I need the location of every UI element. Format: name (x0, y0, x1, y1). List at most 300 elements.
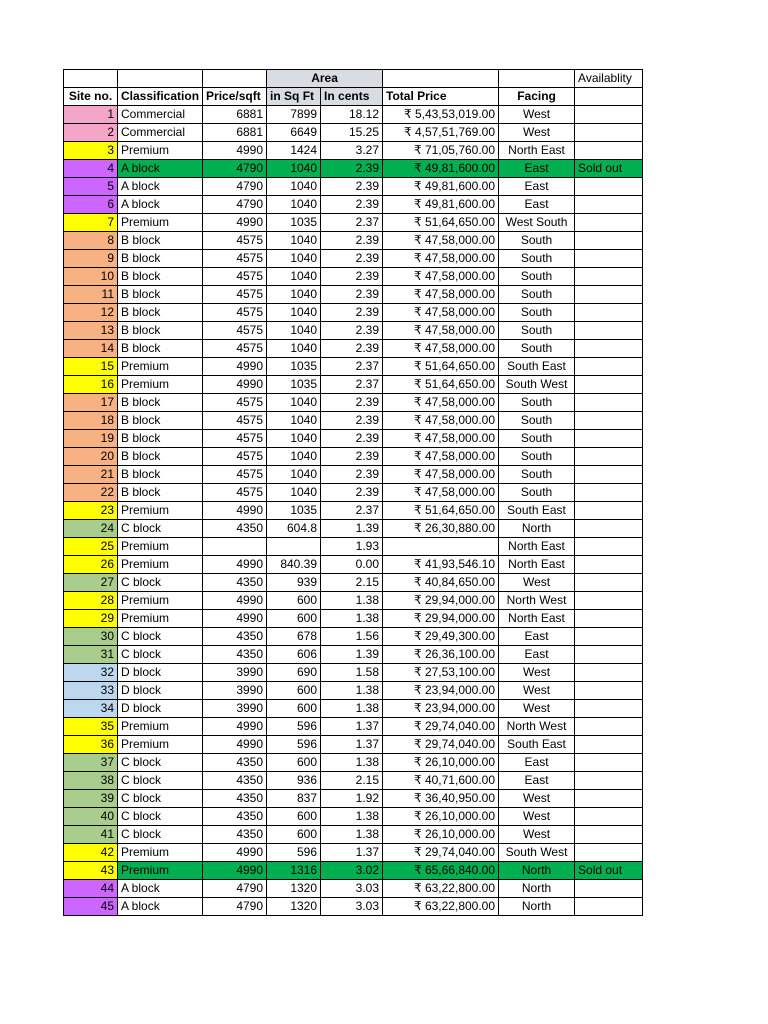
cell-availability[interactable] (575, 448, 643, 466)
cell-site-no[interactable]: 42 (64, 844, 118, 862)
cell-price-sqft[interactable]: 4350 (203, 646, 267, 664)
cell-site-no[interactable]: 10 (64, 268, 118, 286)
cell-availability[interactable] (575, 826, 643, 844)
cell-cents[interactable]: 1.38 (321, 808, 383, 826)
cell-sqft[interactable]: 1035 (267, 358, 321, 376)
cell-availability[interactable] (575, 376, 643, 394)
cell-site-no[interactable]: 8 (64, 232, 118, 250)
cell-site-no[interactable]: 4 (64, 160, 118, 178)
cell-sqft[interactable]: 1424 (267, 142, 321, 160)
cell-availability[interactable] (575, 394, 643, 412)
cell-site-no[interactable]: 26 (64, 556, 118, 574)
cell-availability[interactable] (575, 484, 643, 502)
cell-facing[interactable]: South West (499, 844, 575, 862)
cell-site-no[interactable]: 20 (64, 448, 118, 466)
cell-classification[interactable]: Premium (118, 736, 203, 754)
cell-total-price[interactable]: ₹ 29,74,040.00 (383, 718, 499, 736)
cell-price-sqft[interactable]: 4350 (203, 628, 267, 646)
cell-total-price[interactable]: ₹ 26,30,880.00 (383, 520, 499, 538)
cell-price-sqft[interactable]: 4990 (203, 214, 267, 232)
cell-total-price[interactable]: ₹ 47,58,000.00 (383, 250, 499, 268)
cell-site-no[interactable]: 29 (64, 610, 118, 628)
cell-facing[interactable]: North West (499, 718, 575, 736)
cell-availability[interactable] (575, 142, 643, 160)
header-blank-total[interactable] (383, 70, 499, 88)
cell-classification[interactable]: Commercial (118, 124, 203, 142)
cell-site-no[interactable]: 13 (64, 322, 118, 340)
cell-classification[interactable]: C block (118, 520, 203, 538)
cell-facing[interactable]: South (499, 466, 575, 484)
cell-availability[interactable] (575, 664, 643, 682)
cell-facing[interactable]: South (499, 484, 575, 502)
cell-classification[interactable]: B block (118, 430, 203, 448)
cell-site-no[interactable]: 19 (64, 430, 118, 448)
cell-classification[interactable]: D block (118, 664, 203, 682)
cell-classification[interactable]: Premium (118, 142, 203, 160)
cell-cents[interactable]: 1.92 (321, 790, 383, 808)
cell-site-no[interactable]: 41 (64, 826, 118, 844)
cell-total-price[interactable]: ₹ 29,49,300.00 (383, 628, 499, 646)
cell-sqft[interactable]: 6649 (267, 124, 321, 142)
cell-availability[interactable] (575, 808, 643, 826)
cell-facing[interactable]: North East (499, 142, 575, 160)
cell-facing[interactable]: South West (499, 376, 575, 394)
cell-sqft[interactable]: 1040 (267, 448, 321, 466)
cell-availability[interactable] (575, 430, 643, 448)
cell-price-sqft[interactable]: 4990 (203, 862, 267, 880)
cell-sqft[interactable]: 1040 (267, 232, 321, 250)
cell-availability[interactable] (575, 682, 643, 700)
cell-facing[interactable]: North East (499, 556, 575, 574)
cell-facing[interactable]: South East (499, 358, 575, 376)
cell-price-sqft[interactable]: 4790 (203, 880, 267, 898)
cell-classification[interactable]: Premium (118, 538, 203, 556)
cell-facing[interactable]: West (499, 106, 575, 124)
cell-cents[interactable]: 2.39 (321, 394, 383, 412)
cell-price-sqft[interactable]: 4790 (203, 898, 267, 916)
cell-price-sqft[interactable]: 4990 (203, 376, 267, 394)
cell-classification[interactable]: C block (118, 772, 203, 790)
cell-total-price[interactable]: ₹ 23,94,000.00 (383, 682, 499, 700)
cell-availability[interactable]: Sold out (575, 862, 643, 880)
cell-price-sqft[interactable]: 4990 (203, 736, 267, 754)
cell-site-no[interactable]: 44 (64, 880, 118, 898)
cell-price-sqft[interactable]: 4575 (203, 430, 267, 448)
cell-facing[interactable]: East (499, 178, 575, 196)
cell-total-price[interactable]: ₹ 29,94,000.00 (383, 592, 499, 610)
cell-price-sqft[interactable]: 4990 (203, 502, 267, 520)
cell-total-price[interactable]: ₹ 49,81,600.00 (383, 160, 499, 178)
cell-facing[interactable]: South (499, 448, 575, 466)
cell-total-price[interactable]: ₹ 29,74,040.00 (383, 736, 499, 754)
cell-site-no[interactable]: 43 (64, 862, 118, 880)
cell-site-no[interactable]: 45 (64, 898, 118, 916)
cell-cents[interactable]: 0.00 (321, 556, 383, 574)
cell-classification[interactable]: C block (118, 826, 203, 844)
cell-availability[interactable] (575, 520, 643, 538)
cell-availability[interactable] (575, 232, 643, 250)
cell-site-no[interactable]: 32 (64, 664, 118, 682)
cell-classification[interactable]: Premium (118, 556, 203, 574)
cell-availability[interactable] (575, 214, 643, 232)
cell-cents[interactable]: 2.37 (321, 214, 383, 232)
cell-sqft[interactable]: 1040 (267, 160, 321, 178)
cell-price-sqft[interactable]: 4350 (203, 790, 267, 808)
cell-availability[interactable] (575, 610, 643, 628)
cell-price-sqft[interactable]: 4990 (203, 610, 267, 628)
cell-price-sqft[interactable]: 4575 (203, 304, 267, 322)
header-blank-facing[interactable] (499, 70, 575, 88)
cell-price-sqft[interactable]: 4790 (203, 196, 267, 214)
cell-classification[interactable]: D block (118, 700, 203, 718)
cell-sqft[interactable]: 1040 (267, 322, 321, 340)
cell-availability[interactable] (575, 502, 643, 520)
cell-sqft[interactable]: 1040 (267, 430, 321, 448)
cell-site-no[interactable]: 34 (64, 700, 118, 718)
cell-cents[interactable]: 1.38 (321, 610, 383, 628)
cell-price-sqft[interactable]: 4350 (203, 808, 267, 826)
cell-cents[interactable]: 1.38 (321, 592, 383, 610)
header-blank-site[interactable] (64, 70, 118, 88)
cell-site-no[interactable]: 7 (64, 214, 118, 232)
cell-sqft[interactable]: 1040 (267, 178, 321, 196)
cell-price-sqft[interactable]: 4990 (203, 142, 267, 160)
header-blank-price[interactable] (203, 70, 267, 88)
cell-sqft[interactable]: 1040 (267, 340, 321, 358)
cell-sqft[interactable]: 600 (267, 610, 321, 628)
cell-sqft[interactable]: 1035 (267, 502, 321, 520)
cell-sqft[interactable]: 939 (267, 574, 321, 592)
cell-site-no[interactable]: 25 (64, 538, 118, 556)
cell-total-price[interactable]: ₹ 63,22,800.00 (383, 880, 499, 898)
cell-classification[interactable]: Premium (118, 862, 203, 880)
cell-total-price[interactable]: ₹ 4,57,51,769.00 (383, 124, 499, 142)
cell-cents[interactable]: 1.93 (321, 538, 383, 556)
cell-availability[interactable] (575, 898, 643, 916)
cell-sqft[interactable]: 837 (267, 790, 321, 808)
cell-sqft[interactable]: 7899 (267, 106, 321, 124)
cell-cents[interactable]: 2.39 (321, 232, 383, 250)
cell-price-sqft[interactable]: 6881 (203, 124, 267, 142)
cell-total-price[interactable]: ₹ 51,64,650.00 (383, 358, 499, 376)
cell-price-sqft[interactable]: 6881 (203, 106, 267, 124)
cell-total-price[interactable]: ₹ 51,64,650.00 (383, 376, 499, 394)
cell-availability[interactable] (575, 196, 643, 214)
cell-sqft[interactable]: 596 (267, 844, 321, 862)
cell-sqft[interactable]: 840.39 (267, 556, 321, 574)
cell-availability[interactable]: Sold out (575, 160, 643, 178)
cell-site-no[interactable]: 33 (64, 682, 118, 700)
cell-site-no[interactable]: 3 (64, 142, 118, 160)
cell-availability[interactable] (575, 790, 643, 808)
cell-classification[interactable]: Premium (118, 358, 203, 376)
cell-sqft[interactable]: 678 (267, 628, 321, 646)
cell-sqft[interactable]: 1040 (267, 304, 321, 322)
cell-total-price[interactable]: ₹ 47,58,000.00 (383, 430, 499, 448)
cell-price-sqft[interactable]: 4990 (203, 556, 267, 574)
cell-cents[interactable]: 2.39 (321, 286, 383, 304)
cell-cents[interactable]: 1.39 (321, 646, 383, 664)
cell-availability[interactable] (575, 628, 643, 646)
header-blank-class[interactable] (118, 70, 203, 88)
cell-facing[interactable]: West South (499, 214, 575, 232)
cell-classification[interactable]: A block (118, 898, 203, 916)
cell-site-no[interactable]: 9 (64, 250, 118, 268)
cell-facing[interactable]: South (499, 286, 575, 304)
cell-facing[interactable]: West (499, 808, 575, 826)
cell-sqft[interactable]: 600 (267, 700, 321, 718)
cell-cents[interactable]: 2.39 (321, 304, 383, 322)
cell-site-no[interactable]: 38 (64, 772, 118, 790)
cell-classification[interactable]: C block (118, 790, 203, 808)
cell-cents[interactable]: 2.39 (321, 322, 383, 340)
cell-price-sqft[interactable]: 4575 (203, 466, 267, 484)
cell-cents[interactable]: 2.39 (321, 268, 383, 286)
header-classification[interactable]: Classification (118, 88, 203, 106)
cell-facing[interactable]: South (499, 322, 575, 340)
cell-site-no[interactable]: 39 (64, 790, 118, 808)
cell-availability[interactable] (575, 646, 643, 664)
cell-price-sqft[interactable]: 4575 (203, 412, 267, 430)
cell-classification[interactable]: A block (118, 196, 203, 214)
cell-site-no[interactable]: 12 (64, 304, 118, 322)
cell-total-price[interactable]: ₹ 49,81,600.00 (383, 178, 499, 196)
cell-classification[interactable]: B block (118, 466, 203, 484)
cell-total-price[interactable] (383, 538, 499, 556)
cell-facing[interactable]: East (499, 196, 575, 214)
cell-total-price[interactable]: ₹ 47,58,000.00 (383, 232, 499, 250)
cell-price-sqft[interactable]: 4990 (203, 358, 267, 376)
cell-total-price[interactable]: ₹ 41,93,546.10 (383, 556, 499, 574)
cell-cents[interactable]: 18.12 (321, 106, 383, 124)
cell-price-sqft[interactable]: 4350 (203, 520, 267, 538)
cell-price-sqft[interactable]: 3990 (203, 664, 267, 682)
cell-classification[interactable]: B block (118, 322, 203, 340)
cell-price-sqft[interactable]: 4350 (203, 772, 267, 790)
cell-classification[interactable]: Premium (118, 376, 203, 394)
cell-cents[interactable]: 1.38 (321, 754, 383, 772)
cell-facing[interactable]: South (499, 340, 575, 358)
cell-classification[interactable]: Premium (118, 844, 203, 862)
cell-price-sqft[interactable]: 4790 (203, 160, 267, 178)
cell-total-price[interactable]: ₹ 26,10,000.00 (383, 826, 499, 844)
cell-cents[interactable]: 1.56 (321, 628, 383, 646)
cell-cents[interactable]: 1.37 (321, 736, 383, 754)
cell-cents[interactable]: 2.39 (321, 340, 383, 358)
cell-classification[interactable]: Commercial (118, 106, 203, 124)
cell-classification[interactable]: B block (118, 250, 203, 268)
cell-total-price[interactable]: ₹ 65,66,840.00 (383, 862, 499, 880)
cell-facing[interactable]: South (499, 430, 575, 448)
cell-price-sqft[interactable]: 4575 (203, 232, 267, 250)
header-cents[interactable]: In cents (321, 88, 383, 106)
cell-price-sqft[interactable]: 4350 (203, 826, 267, 844)
cell-price-sqft[interactable]: 4575 (203, 484, 267, 502)
cell-cents[interactable]: 1.38 (321, 682, 383, 700)
cell-classification[interactable]: B block (118, 394, 203, 412)
cell-sqft[interactable]: 1040 (267, 466, 321, 484)
cell-classification[interactable]: C block (118, 754, 203, 772)
cell-classification[interactable]: C block (118, 628, 203, 646)
cell-cents[interactable]: 2.39 (321, 466, 383, 484)
cell-sqft[interactable]: 604.8 (267, 520, 321, 538)
cell-total-price[interactable]: ₹ 27,53,100.00 (383, 664, 499, 682)
cell-cents[interactable]: 2.39 (321, 448, 383, 466)
cell-facing[interactable]: East (499, 160, 575, 178)
cell-availability[interactable] (575, 754, 643, 772)
cell-total-price[interactable]: ₹ 23,94,000.00 (383, 700, 499, 718)
header-price-sqft[interactable]: Price/sqft (203, 88, 267, 106)
cell-availability[interactable] (575, 844, 643, 862)
cell-classification[interactable]: A block (118, 880, 203, 898)
cell-sqft[interactable]: 1040 (267, 286, 321, 304)
cell-cents[interactable]: 1.37 (321, 844, 383, 862)
cell-total-price[interactable]: ₹ 47,58,000.00 (383, 466, 499, 484)
cell-facing[interactable]: East (499, 628, 575, 646)
cell-facing[interactable]: North East (499, 538, 575, 556)
cell-cents[interactable]: 1.37 (321, 718, 383, 736)
cell-classification[interactable]: Premium (118, 610, 203, 628)
cell-cents[interactable]: 1.38 (321, 700, 383, 718)
cell-sqft[interactable]: 1040 (267, 250, 321, 268)
header-facing[interactable]: Facing (499, 88, 575, 106)
cell-sqft[interactable]: 606 (267, 646, 321, 664)
cell-availability[interactable] (575, 574, 643, 592)
cell-facing[interactable]: South (499, 268, 575, 286)
cell-site-no[interactable]: 23 (64, 502, 118, 520)
cell-price-sqft[interactable]: 4990 (203, 844, 267, 862)
cell-sqft[interactable]: 1320 (267, 898, 321, 916)
cell-total-price[interactable]: ₹ 29,94,000.00 (383, 610, 499, 628)
cell-classification[interactable]: Premium (118, 214, 203, 232)
cell-classification[interactable]: C block (118, 574, 203, 592)
cell-classification[interactable]: Premium (118, 502, 203, 520)
cell-cents[interactable]: 3.03 (321, 898, 383, 916)
cell-total-price[interactable]: ₹ 26,10,000.00 (383, 808, 499, 826)
cell-site-no[interactable]: 40 (64, 808, 118, 826)
cell-facing[interactable]: North East (499, 610, 575, 628)
header-sqft[interactable]: in Sq Ft (267, 88, 321, 106)
cell-availability[interactable] (575, 592, 643, 610)
cell-sqft[interactable]: 1035 (267, 214, 321, 232)
cell-sqft[interactable]: 1040 (267, 196, 321, 214)
cell-sqft[interactable]: 596 (267, 736, 321, 754)
cell-classification[interactable]: D block (118, 682, 203, 700)
cell-availability[interactable] (575, 700, 643, 718)
cell-site-no[interactable]: 28 (64, 592, 118, 610)
cell-sqft[interactable]: 1040 (267, 412, 321, 430)
cell-facing[interactable]: South (499, 232, 575, 250)
cell-cents[interactable]: 2.39 (321, 484, 383, 502)
cell-total-price[interactable]: ₹ 40,71,600.00 (383, 772, 499, 790)
cell-sqft[interactable]: 600 (267, 592, 321, 610)
cell-total-price[interactable]: ₹ 47,58,000.00 (383, 286, 499, 304)
cell-availability[interactable] (575, 736, 643, 754)
cell-site-no[interactable]: 17 (64, 394, 118, 412)
cell-cents[interactable]: 3.03 (321, 880, 383, 898)
cell-cents[interactable]: 2.39 (321, 430, 383, 448)
cell-facing[interactable]: South (499, 394, 575, 412)
cell-classification[interactable]: B block (118, 412, 203, 430)
cell-facing[interactable]: South East (499, 736, 575, 754)
cell-sqft[interactable]: 600 (267, 754, 321, 772)
cell-sqft[interactable]: 596 (267, 718, 321, 736)
cell-total-price[interactable]: ₹ 47,58,000.00 (383, 412, 499, 430)
cell-cents[interactable]: 2.37 (321, 502, 383, 520)
cell-availability[interactable] (575, 178, 643, 196)
cell-total-price[interactable]: ₹ 71,05,760.00 (383, 142, 499, 160)
cell-classification[interactable]: B block (118, 286, 203, 304)
cell-price-sqft[interactable]: 4575 (203, 322, 267, 340)
cell-price-sqft[interactable]: 4575 (203, 250, 267, 268)
cell-classification[interactable]: B block (118, 340, 203, 358)
cell-total-price[interactable]: ₹ 47,58,000.00 (383, 394, 499, 412)
cell-availability[interactable] (575, 340, 643, 358)
cell-facing[interactable]: North (499, 520, 575, 538)
cell-cents[interactable]: 1.58 (321, 664, 383, 682)
cell-facing[interactable]: South (499, 304, 575, 322)
cell-price-sqft[interactable]: 4350 (203, 574, 267, 592)
cell-sqft[interactable]: 1316 (267, 862, 321, 880)
cell-total-price[interactable]: ₹ 51,64,650.00 (383, 502, 499, 520)
cell-site-no[interactable]: 18 (64, 412, 118, 430)
cell-classification[interactable]: C block (118, 808, 203, 826)
cell-facing[interactable]: West (499, 124, 575, 142)
cell-total-price[interactable]: ₹ 49,81,600.00 (383, 196, 499, 214)
cell-availability[interactable] (575, 718, 643, 736)
header-area[interactable]: Area (267, 70, 383, 88)
cell-site-no[interactable]: 35 (64, 718, 118, 736)
cell-classification[interactable]: B block (118, 232, 203, 250)
cell-facing[interactable]: East (499, 646, 575, 664)
cell-classification[interactable]: C block (118, 646, 203, 664)
cell-facing[interactable]: South (499, 250, 575, 268)
cell-total-price[interactable]: ₹ 63,22,800.00 (383, 898, 499, 916)
cell-cents[interactable]: 2.39 (321, 196, 383, 214)
cell-availability[interactable] (575, 358, 643, 376)
cell-price-sqft[interactable]: 4575 (203, 268, 267, 286)
cell-sqft[interactable]: 690 (267, 664, 321, 682)
cell-facing[interactable]: West (499, 664, 575, 682)
cell-availability[interactable] (575, 556, 643, 574)
cell-cents[interactable]: 15.25 (321, 124, 383, 142)
cell-site-no[interactable]: 37 (64, 754, 118, 772)
cell-facing[interactable]: North (499, 862, 575, 880)
cell-price-sqft[interactable] (203, 538, 267, 556)
cell-cents[interactable]: 2.39 (321, 178, 383, 196)
cell-sqft[interactable]: 600 (267, 682, 321, 700)
cell-facing[interactable]: North (499, 898, 575, 916)
cell-site-no[interactable]: 6 (64, 196, 118, 214)
cell-total-price[interactable]: ₹ 26,10,000.00 (383, 754, 499, 772)
cell-classification[interactable]: B block (118, 484, 203, 502)
header-availability[interactable]: Availablity (575, 70, 643, 88)
cell-cents[interactable]: 2.39 (321, 250, 383, 268)
cell-total-price[interactable]: ₹ 47,58,000.00 (383, 340, 499, 358)
cell-facing[interactable]: South East (499, 502, 575, 520)
header-availability-blank[interactable] (575, 88, 643, 106)
cell-site-no[interactable]: 11 (64, 286, 118, 304)
cell-classification[interactable]: Premium (118, 718, 203, 736)
cell-price-sqft[interactable]: 4575 (203, 286, 267, 304)
cell-facing[interactable]: East (499, 754, 575, 772)
cell-site-no[interactable]: 36 (64, 736, 118, 754)
cell-total-price[interactable]: ₹ 36,40,950.00 (383, 790, 499, 808)
cell-availability[interactable] (575, 250, 643, 268)
cell-cents[interactable]: 2.39 (321, 412, 383, 430)
cell-site-no[interactable]: 21 (64, 466, 118, 484)
cell-price-sqft[interactable]: 4790 (203, 178, 267, 196)
